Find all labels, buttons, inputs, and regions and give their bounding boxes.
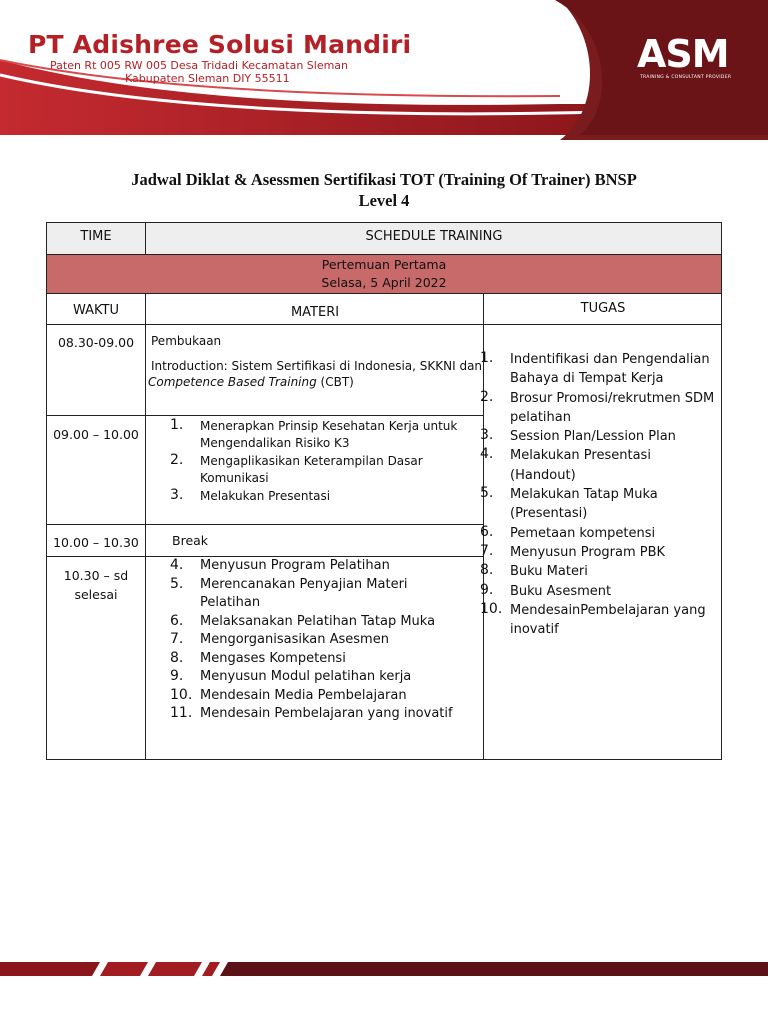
tugas-item-number: 2.: [480, 388, 494, 405]
tugas-item-text: Melakukan Tatap Muka (Presentasi): [510, 487, 658, 522]
tugas-item-number: 6.: [480, 523, 494, 540]
materi-item: [170, 705, 470, 724]
row1-time: 08.30-09.00: [57, 335, 135, 350]
materi-item-number: 7.: [170, 631, 184, 647]
tugas-item: [480, 601, 718, 640]
materi-item-text: Merencanakan Penyajian Materi Pelatihan: [200, 576, 408, 610]
col-header-tugas: TUGAS: [580, 301, 626, 316]
materi-item-number: 5.: [170, 575, 184, 592]
materi-item-text: Menyusun Program Pelatihan: [200, 558, 390, 573]
materi-item: [170, 613, 470, 632]
tugas-item: [480, 485, 718, 524]
materi-item-text: Mendesain Media Pembelajaran: [200, 687, 407, 703]
row1-intro: Introduction: Sistem Sertifikasi di Indonesia, SKKNI dan: [151, 359, 483, 373]
row2-materi-list: [170, 418, 470, 506]
materi-item: [170, 488, 470, 505]
tugas-item-text: Menyusun Program PBK: [510, 544, 666, 560]
footer-stripe-graphic: [0, 962, 768, 978]
tugas-item-number: 10.: [480, 600, 503, 617]
materi-item-number: 4.: [170, 557, 184, 573]
col-header-time: TIME: [80, 229, 112, 244]
tugas-item-text: Pemetaan kompetensi: [510, 525, 656, 541]
session-name: Pertemuan Pertama: [321, 257, 447, 272]
tugas-item-text: Indentifikasi dan Pengendalian Bahaya di Tempat Kerja: [510, 352, 710, 387]
tugas-item-number: 5.: [480, 485, 494, 502]
tugas-item: [480, 562, 718, 581]
tugas-item: [480, 389, 718, 428]
materi-item-number: 1.: [170, 417, 184, 433]
materi-item-number: 9.: [170, 668, 184, 684]
row1-intro-cbt: Competence Based Training (CBT): [148, 375, 354, 389]
tugas-item: [480, 524, 718, 543]
tugas-item-text: Buku Materi: [510, 564, 588, 580]
materi-item-text: Mengases Kompetensi: [200, 650, 346, 666]
session-date: Selasa, 5 April 2022: [321, 275, 447, 290]
materi-item: [170, 650, 470, 669]
materi-item: [170, 418, 470, 452]
row3-time: 10.00 – 10.30: [53, 535, 139, 550]
row1-opening: Pembukaan: [151, 334, 222, 348]
materi-item: [170, 557, 470, 576]
company-address-line2: Kabupaten Sleman DIY 55511: [125, 72, 290, 85]
materi-item: [170, 687, 470, 706]
company-name: PT Adishree Solusi Mandiri: [28, 30, 412, 59]
materi-item-number: 8.: [170, 649, 184, 666]
tugas-item-number: 4.: [480, 446, 494, 463]
document-subtitle-level: Level 4: [358, 191, 410, 210]
materi-item-text: Mengorganisasikan Asesmen: [200, 632, 389, 647]
asm-logo-tagline: TRAINING & CONSULTANT PROVIDER: [640, 75, 732, 80]
tugas-item-text: Session Plan/Lession Plan: [510, 429, 676, 445]
tugas-item: [480, 543, 718, 562]
materi-item-number: 3.: [170, 487, 184, 503]
col-header-schedule: SCHEDULE TRAINING: [365, 229, 503, 244]
tugas-item-number: 8.: [480, 562, 494, 579]
tugas-item-number: 9.: [480, 581, 494, 598]
materi-item: [170, 576, 470, 613]
document-title: Jadwal Diklat & Asessmen Sertifikasi TOT (Training Of Trainer) BNSP: [131, 170, 637, 189]
tugas-list: [480, 350, 718, 639]
company-address-line1: Paten Rt 005 RW 005 Desa Tridadi Kecamatan Sleman: [50, 59, 349, 72]
tugas-item-number: 3.: [480, 427, 494, 444]
tugas-item-text: Buku Asesment: [510, 583, 612, 599]
materi-item-text: Menyusun Modul pelatihan kerja: [200, 669, 412, 684]
row3-break: Break: [172, 533, 209, 548]
tugas-item: [480, 427, 718, 446]
materi-item: [170, 631, 470, 650]
materi-item-number: 2.: [170, 452, 184, 468]
materi-item-text: Melaksanakan Pelatihan Tatap Muka: [200, 613, 436, 629]
materi-item-text: Melakukan Presentasi: [200, 489, 331, 503]
materi-item-text: Menerapkan Prinsip Kesehatan Kerja untuk Mengendalikan Risiko K3: [200, 419, 458, 450]
letterhead: [0, 0, 768, 140]
materi-item: [170, 453, 470, 487]
tugas-item: [480, 350, 718, 389]
materi-item-number: 11.: [170, 705, 193, 721]
tugas-item-text: MendesainPembelajaran yang inovatif: [510, 602, 706, 638]
tugas-item: [480, 582, 718, 601]
materi-item-text: Mengaplikasikan Keterampilan Dasar Komunikasi: [200, 454, 423, 485]
tugas-item-text: Brosur Promosi/rekrutmen SDM pelatihan: [510, 390, 715, 425]
materi-item-number: 6.: [170, 612, 184, 629]
row4-materi-list: [170, 557, 470, 724]
tugas-item-number: 7.: [480, 542, 494, 559]
tugas-item-text: Melakukan Presentasi (Handout): [510, 448, 651, 483]
row2-time: 09.00 – 10.00: [53, 427, 139, 442]
tugas-item: [480, 446, 718, 485]
materi-item-number: 10.: [170, 686, 193, 703]
tugas-item-number: 1.: [480, 350, 494, 366]
asm-logo: ASM: [637, 32, 729, 76]
materi-item: [170, 668, 470, 687]
materi-item-text: Mendesain Pembelajaran yang inovatif: [200, 706, 453, 721]
col-header-materi: MATERI: [290, 305, 340, 320]
row4-time: 10.30 – sd selesai: [63, 568, 129, 602]
col-header-waktu: WAKTU: [72, 303, 119, 318]
